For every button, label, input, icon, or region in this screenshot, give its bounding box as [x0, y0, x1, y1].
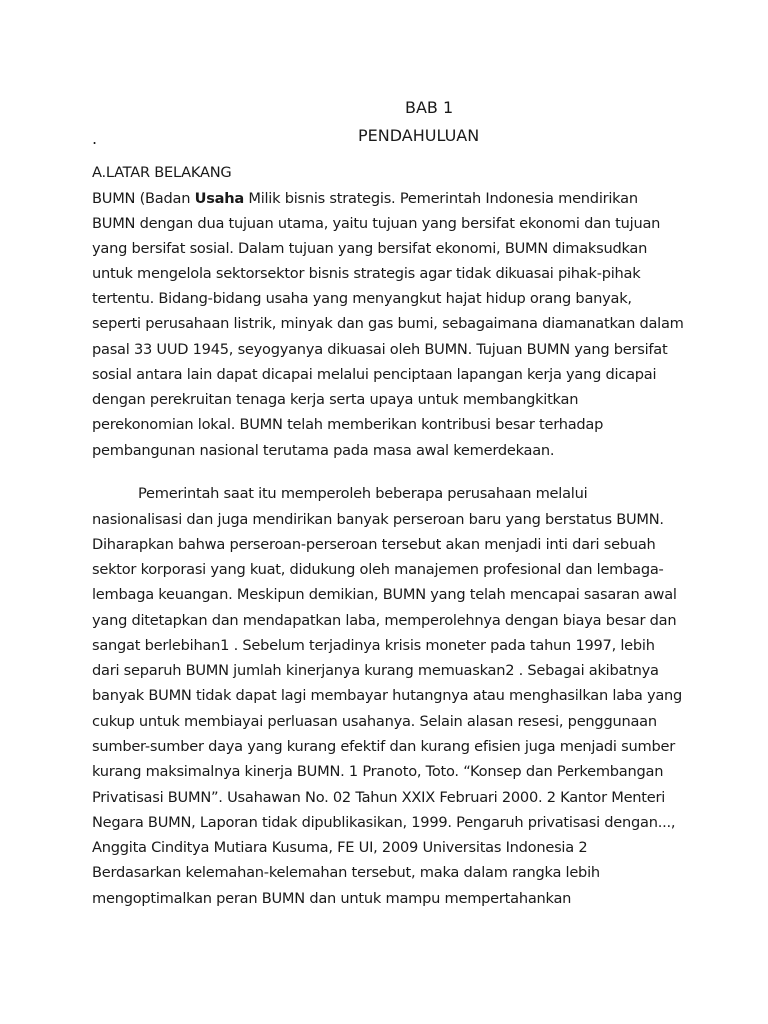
paragraph-line: BUMN dengan dua tujuan utama, yaitu tujuan yang bersifat ekonomi dan tujuan: [92, 215, 661, 232]
chapter-title: PENDAHULUAN: [358, 126, 480, 145]
paragraph-line: yang ditetapkan dan mendapatkan laba, memperolehnya dengan biaya besar dan: [92, 612, 677, 629]
paragraph-line: dengan perekruitan tenaga kerja serta upaya untuk membangkitkan: [92, 391, 579, 408]
paragraph-line: Privatisasi BUMN”. Usahawan No. 02 Tahun XXIX Februari 2000. 2 Kantor Menteri: [92, 789, 666, 806]
paragraph-line: sosial antara lain dapat dicapai melalui penciptaan lapangan kerja yang dicapai: [92, 366, 657, 383]
paragraph-line: pasal 33 UUD 1945, seyogyanya dikuasai oleh BUMN. Tujuan BUMN yang bersifat: [92, 341, 668, 358]
paragraph-line: banyak BUMN tidak dapat lagi membayar hutangnya atau menghasilkan laba yang: [92, 687, 683, 704]
paragraph-line: pembangunan nasional terutama pada masa awal kemerdekaan.: [92, 442, 555, 459]
paragraph-line: kurang maksimalnya kinerja BUMN. 1 Pranoto, Toto. “Konsep dan Perkembangan: [92, 763, 664, 780]
paragraph-line: untuk mengelola sektorsektor bisnis strategis agar tidak dikuasai pihak-pihak: [92, 265, 641, 282]
paragraph-line: [92, 186, 638, 211]
paragraph-line: Diharapkan bahwa perseroan-perseroan tersebut akan menjadi inti dari sebuah: [92, 536, 656, 553]
paragraph-line: Negara BUMN, Laporan tidak dipublikasikan, 1999. Pengaruh privatisasi dengan...,: [92, 814, 676, 831]
bold-text-span: Usaha: [194, 190, 244, 207]
paragraph-line: Berdasarkan kelemahan-kelemahan tersebut, maka dalam rangka lebih: [92, 864, 600, 881]
paragraph-line: Anggita Cinditya Mutiara Kusuma, FE UI, 2009 Universitas Indonesia 2: [92, 839, 588, 856]
paragraph-line: sangat berlebihan1 . Sebelum terjadinya krisis moneter pada tahun 1997, lebih: [92, 637, 655, 654]
section-heading: A.LATAR BELAKANG: [92, 164, 232, 181]
chapter-number: BAB 1: [405, 98, 454, 117]
paragraph-line: perekonomian lokal. BUMN telah memberikan kontribusi besar terhadap: [92, 416, 604, 433]
paragraph-line: lembaga keuangan. Meskipun demikian, BUMN yang telah mencapai sasaran awal: [92, 586, 677, 603]
paragraph-line: sumber-sumber daya yang kurang efektif dan kurang efisien juga menjadi sumber: [92, 738, 675, 755]
text-span: BUMN (Badan: [92, 190, 195, 207]
paragraph-line: yang bersifat sosial. Dalam tujuan yang bersifat ekonomi, BUMN dimaksudkan: [92, 240, 648, 257]
stray-dot: .: [92, 129, 98, 148]
text-span: Milik bisnis strategis. Pemerintah Indonesia mendirikan: [243, 190, 638, 207]
paragraph-line: cukup untuk membiayai perluasan usahanya. Selain alasan resesi, penggunaan: [92, 713, 657, 730]
paragraph-line: nasionalisasi dan juga mendirikan banyak perseroan baru yang berstatus BUMN.: [92, 511, 664, 528]
paragraph-line: Pemerintah saat itu memperoleh beberapa perusahaan melalui: [138, 485, 588, 502]
paragraph-line: tertentu. Bidang-bidang usaha yang menyangkut hajat hidup orang banyak,: [92, 290, 632, 307]
paragraph-line: dari separuh BUMN jumlah kinerjanya kurang memuaskan2 . Sebagai akibatnya: [92, 662, 659, 679]
paragraph-line: seperti perusahaan listrik, minyak dan gas bumi, sebagaimana diamanatkan dalam: [92, 315, 684, 332]
paragraph-line: mengoptimalkan peran BUMN dan untuk mampu mempertahankan: [92, 890, 572, 907]
paragraph-line: sektor korporasi yang kuat, didukung oleh manajemen profesional dan lembaga-: [92, 561, 664, 578]
